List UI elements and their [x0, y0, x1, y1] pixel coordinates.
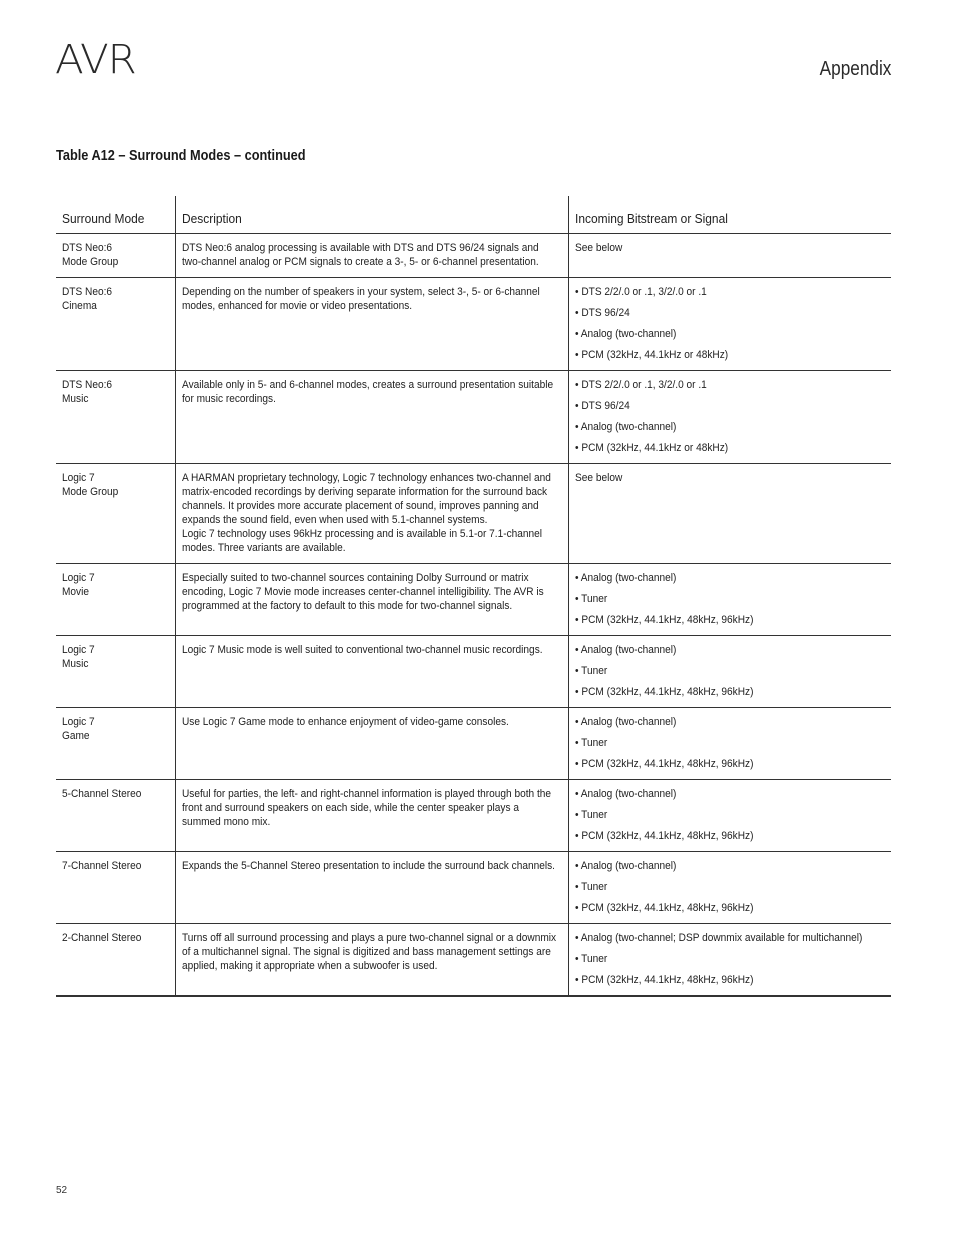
mode-cell: 7-Channel Stereo: [56, 852, 175, 924]
description-cell: DTS Neo:6 analog processing is available with DTS and DTS 96/24 signals and two-channel analog or PCM signals to create a 3-, 5- or 6-channel presentation.: [175, 234, 568, 278]
table-row: [56, 780, 891, 852]
table-row: [56, 852, 891, 924]
table-row: [56, 234, 891, 278]
description-cell: A HARMAN proprietary technology, Logic 7 technology enhances two-channel and matrix-encoded recordings by deriving separate information for the surround back channels. It provides more accurate placement of sound, improves panning and expands the sound field, even when used with 5.1-channel systems. Logic 7 technology uses 96kHz processing and is available in 5.1-or 7.1-channel modes. Three variants are available.: [175, 464, 568, 564]
signal-cell: • DTS 2/2/.0 or .1, 3/2/.0 or .1 • DTS 96/24 • Analog (two-channel) • PCM (32kHz, 44.1kHz or 48kHz): [568, 278, 891, 371]
mode-cell: DTS Neo:6 Music: [56, 371, 175, 464]
signal-cell: See below: [568, 464, 891, 564]
mode-cell: 2-Channel Stereo: [56, 924, 175, 997]
page-number: 52: [56, 1185, 68, 1196]
mode-cell: DTS Neo:6 Mode Group: [56, 234, 175, 278]
column-header-signal: Incoming Bitstream or Signal: [568, 196, 891, 234]
section-title: Appendix: [819, 58, 891, 80]
table-title: Table A12 – Surround Modes – continued: [56, 148, 306, 164]
signal-cell: • Analog (two-channel; DSP downmix available for multichannel) • Tuner • PCM (32kHz, 44.1kHz, 48kHz, 96kHz): [568, 924, 891, 997]
column-header-description: Description: [175, 196, 568, 234]
table-row: [56, 564, 891, 636]
description-cell: Logic 7 Music mode is well suited to conventional two-channel music recordings.: [175, 636, 568, 708]
mode-cell: DTS Neo:6 Cinema: [56, 278, 175, 371]
signal-cell: • Analog (two-channel) • Tuner • PCM (32kHz, 44.1kHz, 48kHz, 96kHz): [568, 564, 891, 636]
table-row: [56, 278, 891, 371]
signal-cell: • Analog (two-channel) • Tuner • PCM (32kHz, 44.1kHz, 48kHz, 96kHz): [568, 708, 891, 780]
mode-cell: 5-Channel Stereo: [56, 780, 175, 852]
table-row: [56, 924, 891, 997]
description-cell: Useful for parties, the left- and right-channel information is played through both the front and surround speakers on each side, while the center speaker plays a summed mono mix.: [175, 780, 568, 852]
column-header-mode: Surround Mode: [56, 196, 175, 234]
table-row: [56, 464, 891, 564]
signal-cell: • DTS 2/2/.0 or .1, 3/2/.0 or .1 • DTS 96/24 • Analog (two-channel) • PCM (32kHz, 44.1kHz or 48kHz): [568, 371, 891, 464]
description-cell: Turns off all surround processing and plays a pure two-channel signal or a downmix of a multichannel signal. The signal is digitized and bass management settings are applied, making it appropriate when a subwoofer is used.: [175, 924, 568, 997]
mode-cell: Logic 7 Game: [56, 708, 175, 780]
description-cell: Available only in 5- and 6-channel modes, creates a surround presentation suitable for music recordings.: [175, 371, 568, 464]
table-row: [56, 371, 891, 464]
brand-logo: AVR: [55, 37, 136, 83]
mode-cell: Logic 7 Mode Group: [56, 464, 175, 564]
mode-cell: Logic 7 Music: [56, 636, 175, 708]
table-row: [56, 636, 891, 708]
signal-cell: • Analog (two-channel) • Tuner • PCM (32kHz, 44.1kHz, 48kHz, 96kHz): [568, 780, 891, 852]
signal-cell: • Analog (two-channel) • Tuner • PCM (32kHz, 44.1kHz, 48kHz, 96kHz): [568, 852, 891, 924]
mode-cell: Logic 7 Movie: [56, 564, 175, 636]
table-row: [56, 708, 891, 780]
surround-modes-table: [56, 196, 891, 997]
description-cell: Depending on the number of speakers in your system, select 3-, 5- or 6-channel modes, enhanced for movie or video presentations.: [175, 278, 568, 371]
signal-cell: See below: [568, 234, 891, 278]
description-cell: Expands the 5-Channel Stereo presentation to include the surround back channels.: [175, 852, 568, 924]
description-cell: Especially suited to two-channel sources containing Dolby Surround or matrix encoding, Logic 7 Movie mode increases center-channel intelligibility. The AVR is programmed at the factory to default to this mode for two-channel signals.: [175, 564, 568, 636]
signal-cell: • Analog (two-channel) • Tuner • PCM (32kHz, 44.1kHz, 48kHz, 96kHz): [568, 636, 891, 708]
description-cell: Use Logic 7 Game mode to enhance enjoyment of video-game consoles.: [175, 708, 568, 780]
table-header-row: [56, 196, 891, 234]
